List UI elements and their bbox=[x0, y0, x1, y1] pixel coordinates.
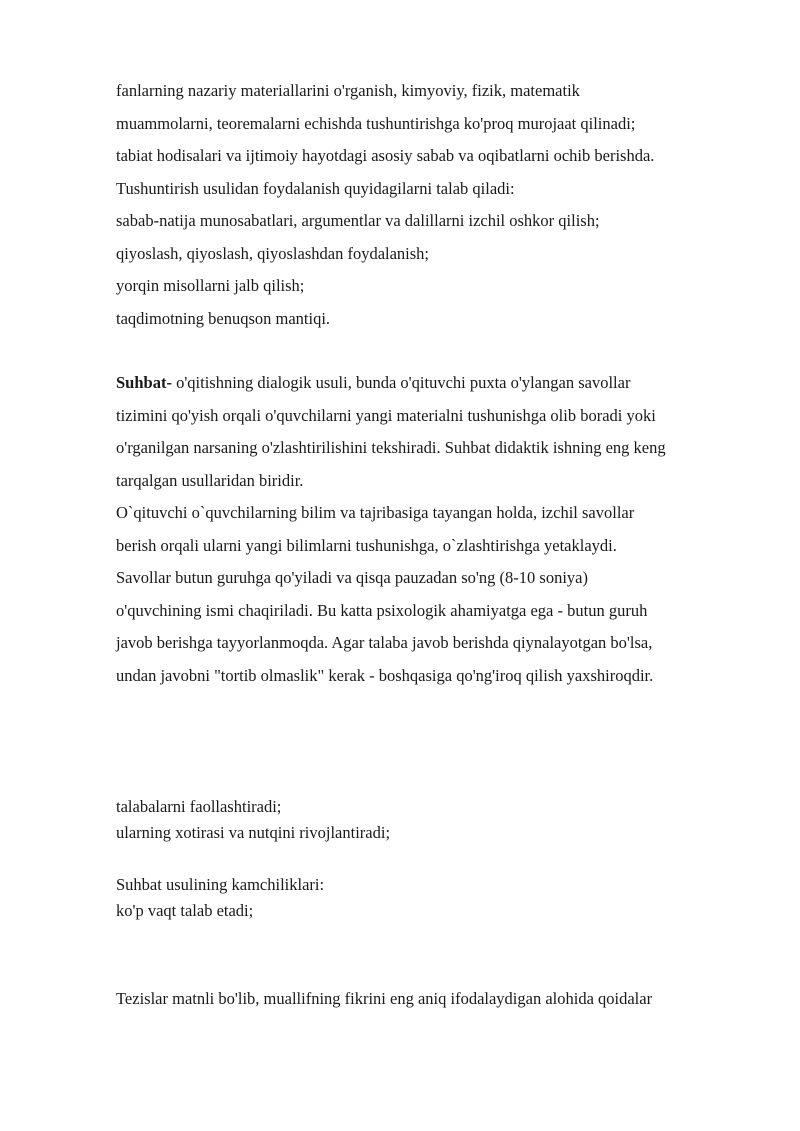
text-line: Tezislar matnli bo'lib, muallifning fikrini eng aniq ifodalaydigan alohida qoidalar bbox=[116, 989, 653, 1008]
text-line: o'quvchining ismi chaqiriladi. Bu katta psixologik ahamiyatga ega - butun guruh bbox=[116, 600, 648, 620]
blank-line bbox=[116, 335, 756, 367]
suhbat-block bbox=[116, 367, 756, 692]
text-line: o'rganilgan narsaning o'zlashtirilishini tekshiradi. Suhbat didaktik ishning eng keng bbox=[116, 438, 666, 457]
text-line: tarqalgan usullaridan biridir. bbox=[116, 470, 304, 490]
text-line: fanlarning nazariy materiallarini o'rganish, kimyoviy, fizik, matematik bbox=[116, 81, 580, 100]
section-heading: Suhbat usulining kamchiliklari: bbox=[116, 875, 325, 894]
text-line: tabiat hodisalari va ijtimoiy hayotdagi asosiy sabab va oqibatlarni ochib berishda. bbox=[116, 146, 655, 165]
tezislar-block bbox=[116, 986, 756, 1012]
list-item: ularning xotirasi va nutqini rivojlantiradi; bbox=[116, 823, 391, 842]
text-line: qiyoslash, qiyoslash, qiyoslashdan foydalanish; bbox=[116, 243, 430, 263]
text-line: taqdimotning benuqson mantiqi. bbox=[116, 308, 331, 328]
suhbat-definition: o'qitishning dialogik usuli, bunda o'qituvchi puxta o'ylangan savollar bbox=[171, 373, 631, 392]
text-line: sabab-natija munosabatlari, argumentlar va dalillarni izchil oshkor qilish; bbox=[116, 211, 600, 230]
blank-area bbox=[116, 924, 756, 986]
text-line: tizimini qo'yish orqali o'quvchilarni yangi materialni tushunishga olib boradi yoki bbox=[116, 405, 656, 425]
text-line: javob berishga tayyorlanmoqda. Agar talaba javob berishda qiynalayotgan bo'lsa, bbox=[116, 633, 653, 652]
text-line: Savollar butun guruhga qo'yiladi va qisqa pauzadan so'ng (8-10 soniya) bbox=[116, 568, 588, 587]
text-line: O`qituvchi o`quvchilarning bilim va tajribasiga tayangan holda, izchil savollar bbox=[116, 503, 635, 522]
blank-line bbox=[116, 846, 756, 872]
text-line: berish orqali ularni yangi bilimlarni tushunishga, o`zlashtirishga yetaklaydi. bbox=[116, 535, 617, 555]
text-line: yorqin misollarni jalb qilish; bbox=[116, 276, 305, 295]
suhbat-term: Suhbat- bbox=[116, 373, 172, 392]
text-line: Tushuntirish usulidan foydalanish quyidagilarni talab qiladi: bbox=[116, 178, 515, 198]
list-item: talabalarni faollashtiradi; bbox=[116, 797, 282, 816]
suhbat-first-line bbox=[116, 367, 756, 400]
advantages-list bbox=[116, 794, 756, 846]
text-line: muammolarni, teoremalarni echishda tushuntirishga ko'proq murojaat qilinadi; bbox=[116, 113, 636, 133]
text-line: undan javobni "tortib olmaslik" kerak - boshqasiga qo'ng'iroq qilish yaxshiroqdir. bbox=[116, 665, 654, 685]
blank-area bbox=[116, 692, 756, 794]
disadvantages-block bbox=[116, 872, 756, 924]
document-page bbox=[116, 75, 756, 1012]
explanation-block bbox=[116, 75, 756, 335]
list-item: ko'p vaqt talab etadi; bbox=[116, 901, 254, 920]
